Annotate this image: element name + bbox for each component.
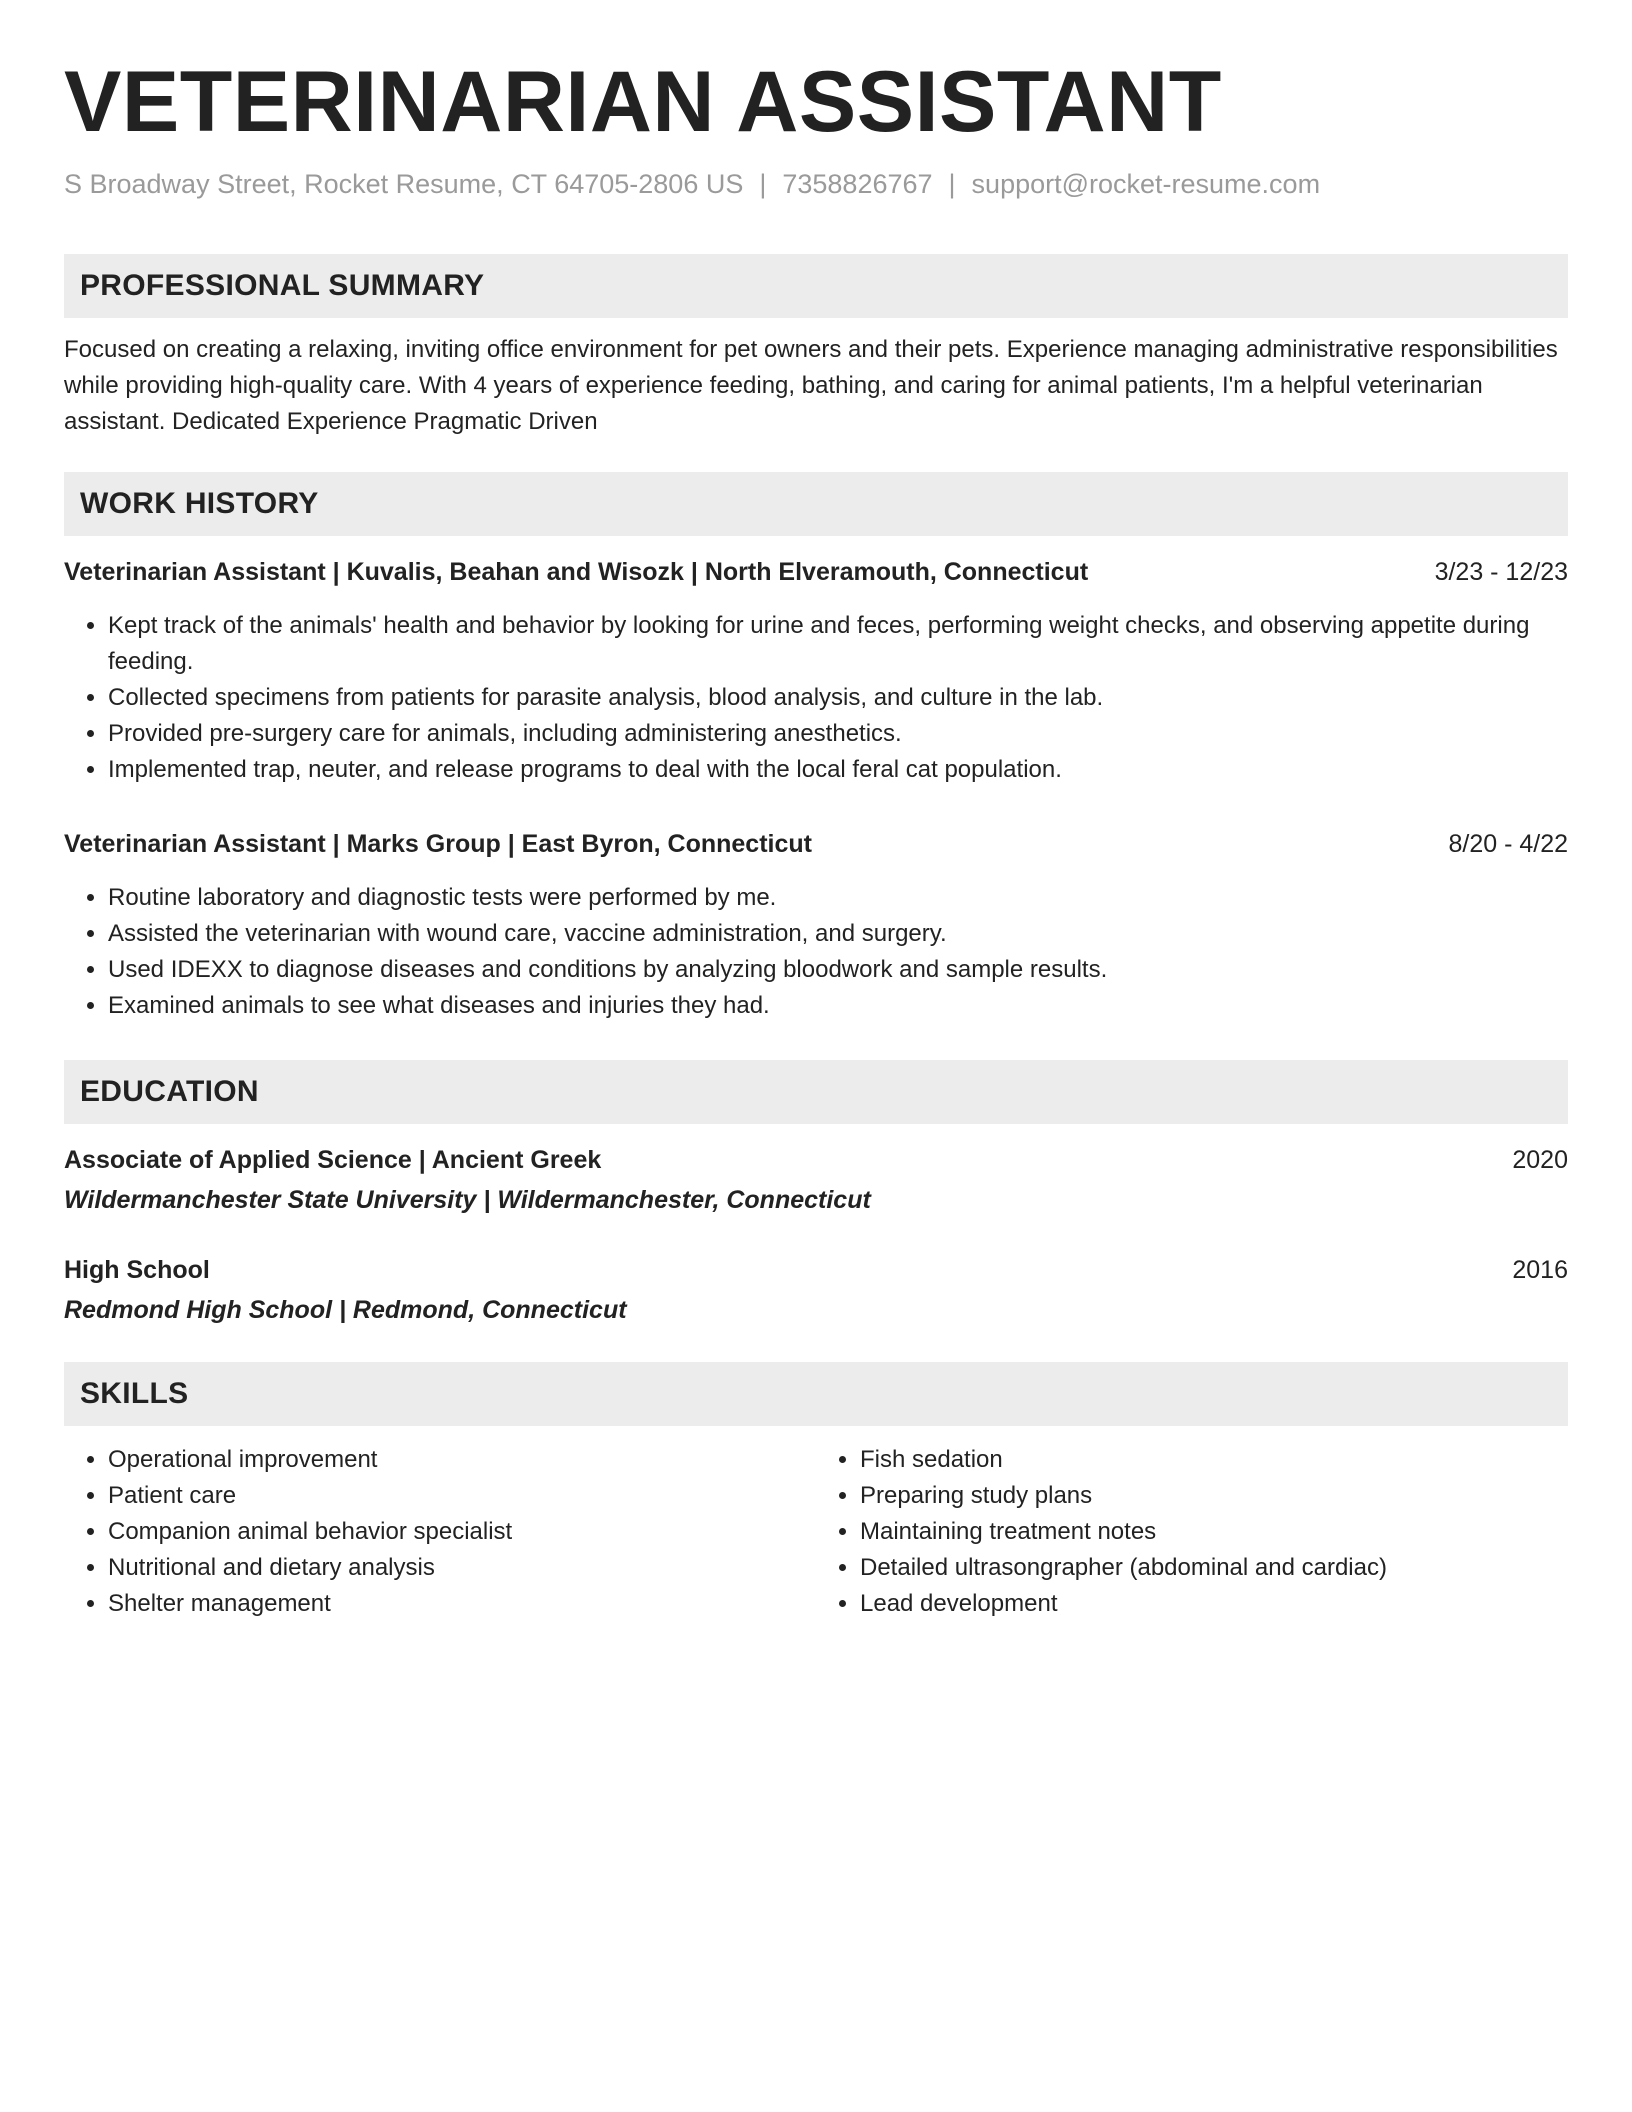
skill-item: • Operational improvement: [108, 1442, 816, 1478]
skill-item: • Patient care: [108, 1478, 816, 1514]
skill-item: • Lead development: [860, 1586, 1568, 1622]
job-bullet: • Provided pre-surgery care for animals, including administering anesthetics.: [108, 716, 1568, 752]
job-bullets: [64, 608, 1568, 788]
contact-address: S Broadway Street, Rocket Resume, CT 64705-2806 US: [64, 169, 744, 199]
contact-separator: |: [948, 169, 956, 199]
job-bullet: • Routine laboratory and diagnostic tests were performed by me.: [108, 880, 1568, 916]
education-year: 2020: [1512, 1146, 1568, 1174]
education-year: 2016: [1512, 1256, 1568, 1284]
job-heading-row: [64, 826, 1568, 862]
education-entry: [64, 1142, 1568, 1218]
skills-columns: [64, 1442, 1568, 1622]
education-heading-row: [64, 1252, 1568, 1288]
skill-item: • Maintaining treatment notes: [860, 1514, 1568, 1550]
education-heading-row: [64, 1142, 1568, 1178]
contact-separator: |: [759, 169, 767, 199]
education-school: Redmond High School | Redmond, Connecticut: [64, 1296, 627, 1324]
job-bullet: • Used IDEXX to diagnose diseases and conditions by analyzing bloodwork and sample results.: [108, 952, 1568, 988]
job-title: Veterinarian Assistant | Marks Group | East Byron, Connecticut: [64, 830, 812, 858]
education-degree: Associate of Applied Science | Ancient Greek: [64, 1146, 602, 1174]
job-bullet: • Kept track of the animals' health and behavior by looking for urine and feces, performing weight checks, and observing appetite during feeding.: [108, 608, 1568, 680]
candidate-name: VETERINARIAN ASSISTANT: [64, 54, 1222, 150]
contact-phone: 7358826767: [782, 169, 933, 199]
skill-item: • Nutritional and dietary analysis: [108, 1550, 816, 1586]
job-bullet: • Examined animals to see what diseases and injuries they had.: [108, 988, 1568, 1024]
skills-list-left: [64, 1442, 816, 1622]
job-bullet: • Assisted the veterinarian with wound care, vaccine administration, and surgery.: [108, 916, 1568, 952]
contact-email[interactable]: support@rocket-resume.com: [971, 169, 1321, 199]
job-entry: [64, 554, 1568, 788]
section-header-education: EDUCATION: [64, 1060, 1568, 1124]
education-entry: [64, 1252, 1568, 1328]
job-title: Veterinarian Assistant | Kuvalis, Beahan and Wisozk | North Elveramouth, Connecticut: [64, 558, 1089, 586]
section-header-work-history: WORK HISTORY: [64, 472, 1568, 536]
skill-item: • Detailed ultrasongrapher (abdominal and cardiac): [860, 1550, 1568, 1586]
section-header-summary: PROFESSIONAL SUMMARY: [64, 254, 1568, 318]
skill-item: • Fish sedation: [860, 1442, 1568, 1478]
job-heading-row: [64, 554, 1568, 590]
skill-item: • Companion animal behavior specialist: [108, 1514, 816, 1550]
skill-item: • Shelter management: [108, 1586, 816, 1622]
section-header-skills: SKILLS: [64, 1362, 1568, 1426]
job-dates: 8/20 - 4/22: [1448, 830, 1568, 858]
skills-list-right: [816, 1442, 1568, 1622]
job-bullet: • Collected specimens from patients for parasite analysis, blood analysis, and culture in the lab.: [108, 680, 1568, 716]
job-bullet: • Implemented trap, neuter, and release programs to deal with the local feral cat population.: [108, 752, 1568, 788]
skill-item: • Preparing study plans: [860, 1478, 1568, 1514]
job-dates: 3/23 - 12/23: [1434, 558, 1568, 586]
job-bullets: [64, 880, 1568, 1024]
education-school: Wildermanchester State University | Wildermanchester, Connecticut: [64, 1186, 871, 1214]
education-degree: High School: [64, 1256, 210, 1284]
contact-line: [64, 166, 1568, 202]
job-entry: [64, 826, 1568, 1024]
summary-text: Focused on creating a relaxing, inviting office environment for pet owners and their pets. Experience managing administrative responsibilities while providing high-quality care. With 4 years of experience feeding, bathing, and caring for animal patients, I'm a helpful veterinarian assistant. Dedicated Experience Pragmatic Driven: [64, 336, 1558, 435]
